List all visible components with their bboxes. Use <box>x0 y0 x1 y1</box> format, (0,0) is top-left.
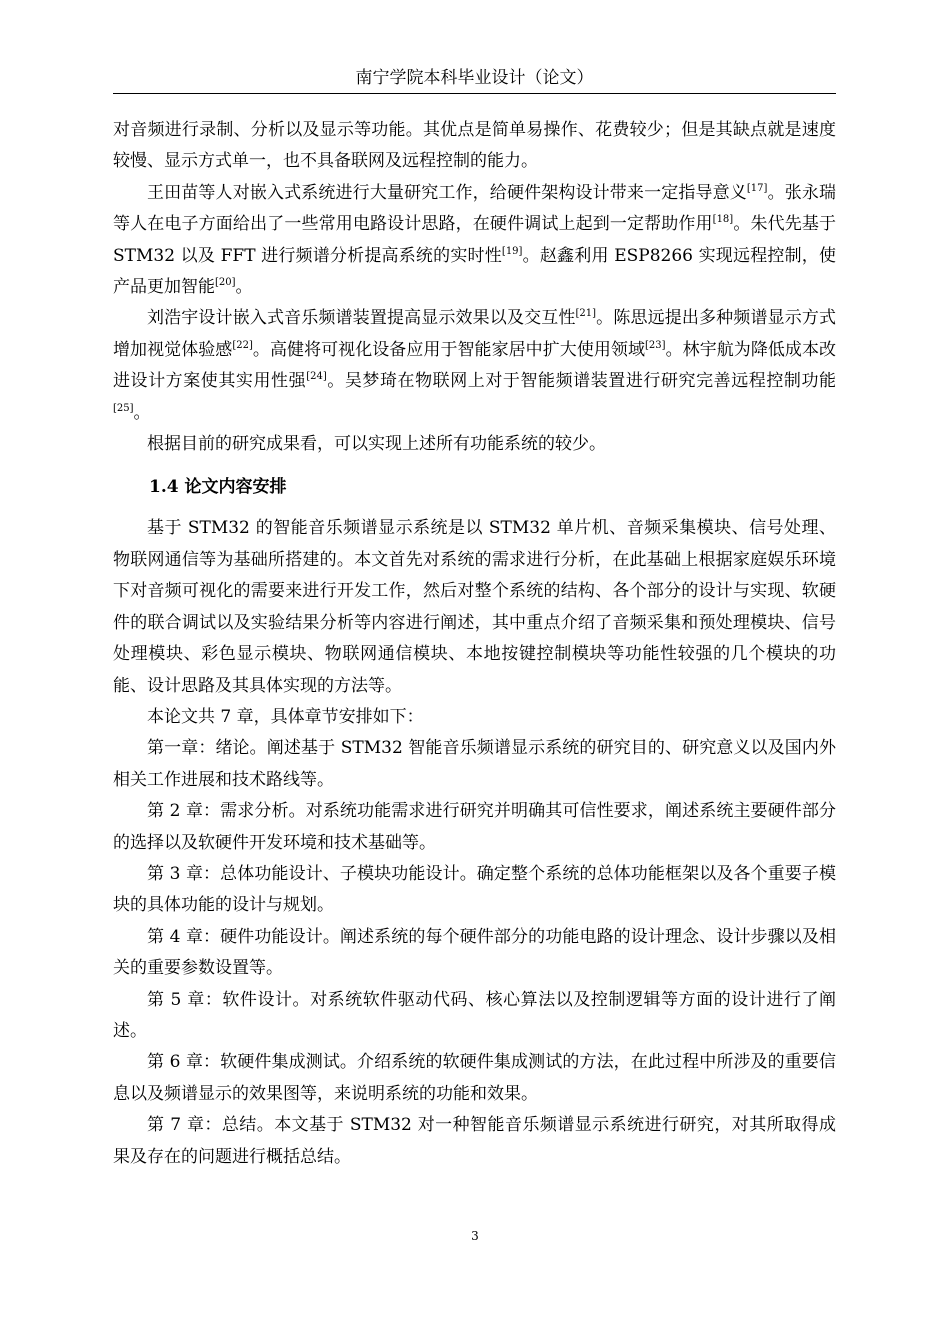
citation-22: [22] <box>232 339 253 351</box>
citation-17: [17] <box>746 182 768 194</box>
paragraph-chapter-overview: 本论文共 7 章，具体章节安排如下： <box>147 706 424 727</box>
chapter-item-1: 第一章：绪论。阐述基于 STM32 智能音乐频谱显示系统的研究目的、研究意义以及国内外相关工作进展和技术路线等。 <box>113 738 836 790</box>
citation-21: [21] <box>575 308 597 320</box>
paragraph-related-work-1 <box>113 178 836 304</box>
text-run: 。高健将可视化设备应用于智能家居中扩大使用领域 <box>252 339 646 360</box>
text-run: 刘浩宇设计嵌入式音乐频谱装置提高显示效果以及交互性 <box>147 308 576 329</box>
paragraph-section-intro: 基于 STM32 的智能音乐频谱显示系统是以 STM32 单片机、音频采集模块、信号处理、物联网通信等为基础所搭建的。本文首先对系统的需求进行分析，在此基础上根据家庭娱乐环境下对音频可视化的需要来进行开发工作，然后对整个系统的结构、各个部分的设计与实现、软硬件的联合调试以及实验结果分析等内容进行阐述，其中重点介绍了音频采集和预处理模块、信号处理模块、彩色显示模块、物联网通信模块、本地按键控制模块等功能性较强的几个模块的功能、设计思路及其具体实现的方法等。 <box>113 518 836 696</box>
text-run: 。吴梦琦在物联网上对于智能频谱装置进行研究完善远程控制功能 <box>326 371 837 392</box>
text-run: 。赵鑫利用 ESP8266 实现远程控制，使产品更加智能 <box>113 245 836 298</box>
text-run: 王田苗等人对嵌入式系统进行大量研究工作，给硬件架构设计带来一定指导意义 <box>147 182 747 203</box>
citation-24: [24] <box>306 371 327 383</box>
chapter-item-7: 第 7 章：总结。本文基于 STM32 对一种智能音乐频谱显示系统进行研究，对其所取得成果及存在的问题进行概括总结。 <box>113 1115 836 1167</box>
text-run: 。 <box>133 402 151 423</box>
chapter-item-3: 第 3 章：总体功能设计、子模块功能设计。确定整个系统的总体功能框架以及各个重要子模块的具体功能的设计与规划。 <box>113 863 836 916</box>
chapter-item-4: 第 4 章：硬件功能设计。阐述系统的每个硬件部分的功能电路的设计理念、设计步骤以及相关的重要参数设置等。 <box>113 926 836 979</box>
citation-18: [18] <box>712 214 734 226</box>
section-heading: 1.4 论文内容安排 <box>149 477 287 498</box>
citation-19: [19] <box>501 245 523 257</box>
chapter-item-5: 第 5 章：软件设计。对系统软件驱动代码、核心算法以及控制逻辑等方面的设计进行了阐述。 <box>113 989 836 1041</box>
text-run: 。 <box>235 277 253 298</box>
page-body <box>113 115 836 1173</box>
text-run: 。林宇航为降低成本改进设计方案使其实用性强 <box>113 339 837 392</box>
citation-25: [25] <box>113 402 134 414</box>
header-rule <box>113 93 836 94</box>
page-number: 3 <box>471 1229 479 1243</box>
citation-20: [20] <box>215 277 236 289</box>
paragraph-prev-work-continued: 对音频进行录制、分析以及显示等功能。其优点是简单易操作、花费较少；但是其缺点就是速度较慢、显示方式单一，也不具备联网及远程控制的能力。 <box>113 120 836 172</box>
paragraph-related-work-2 <box>113 303 836 429</box>
chapter-item-6: 第 6 章：软硬件集成测试。介绍系统的软硬件集成测试的方法，在此过程中所涉及的重要信息以及频谱显示的效果图等，来说明系统的功能和效果。 <box>113 1052 836 1104</box>
paragraph-summary: 根据目前的研究成果看，可以实现上述所有功能系统的较少。 <box>147 434 606 455</box>
text-run: 。陈思远提出多种频谱显示方式增加视觉体验感 <box>113 308 837 360</box>
text-run: 。张永瑞等人在电子方面给出了一些常用电路设计思路，在硬件调试上起到一定帮助作用 <box>113 182 836 235</box>
citation-23: [23] <box>645 339 666 351</box>
text-run: 。朱代先基于 STM32 以及 FFT 进行频谱分析提高系统的实时性 <box>113 214 837 266</box>
chapter-item-2: 第 2 章：需求分析。对系统功能需求进行研究并明确其可信性要求，阐述系统主要硬件部分的选择以及软硬件开发环境和技术基础等。 <box>113 801 836 853</box>
page-header: 南宁学院本科毕业设计（论文） <box>355 68 594 88</box>
